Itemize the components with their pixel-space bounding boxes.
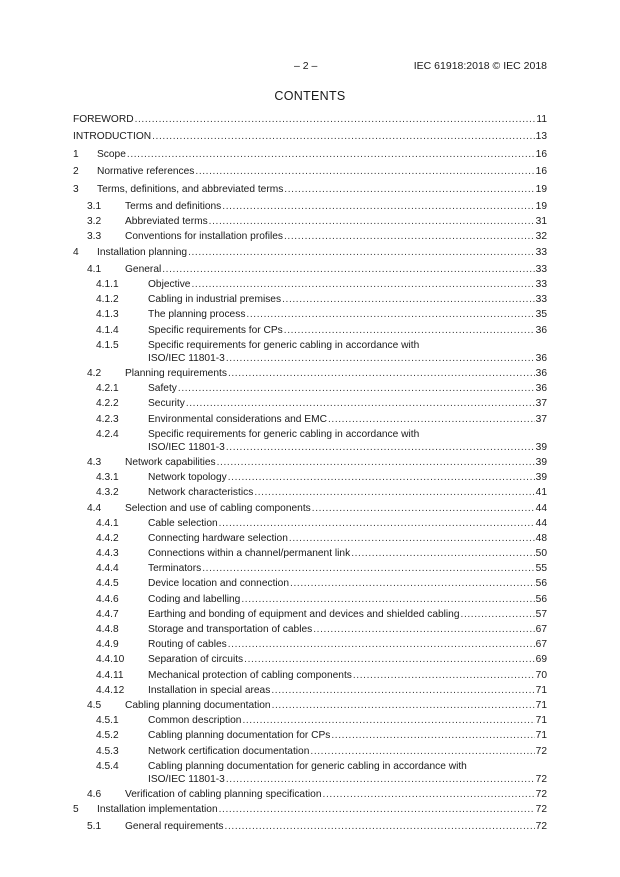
toc-entry-title: General requirements: [125, 821, 224, 833]
toc-entry-number: 4.2.3: [96, 413, 119, 425]
toc-entry-number: 4.4.10: [96, 654, 125, 666]
toc-entry[interactable]: [73, 246, 547, 259]
dot-leader: [323, 788, 535, 801]
toc-entry-title: Normative references: [97, 166, 195, 178]
toc-entry[interactable]: [73, 293, 547, 306]
dot-leader: [246, 308, 534, 321]
toc-entry-title: Specific requirements for generic cabling in accordance with: [148, 339, 420, 351]
toc-entry-number: 5.1: [87, 821, 102, 833]
toc-entry-page: 57: [535, 608, 547, 620]
toc-entry[interactable]: [73, 684, 547, 697]
toc-entry[interactable]: [73, 148, 547, 161]
toc-entry-title: Scope: [97, 148, 126, 160]
toc-entry-title: Verification of cabling planning specification: [125, 788, 322, 800]
toc-entry-number: 4.1.2: [96, 294, 119, 306]
toc-entry-title: Installation in special areas: [148, 684, 271, 696]
toc-entry-number: 4.5.3: [96, 745, 119, 757]
toc-entry[interactable]: [73, 200, 547, 213]
toc-entry-title: Earthing and bonding of equipment and devices and shielded cabling: [148, 608, 460, 620]
toc-entry[interactable]: [73, 803, 547, 816]
toc-entry-page: 69: [535, 654, 547, 666]
toc-entry[interactable]: [73, 471, 547, 484]
dot-leader: [226, 352, 535, 365]
toc-entry[interactable]: [73, 486, 547, 499]
toc-entry-title: FOREWORD: [73, 114, 134, 125]
dot-leader: [289, 532, 535, 545]
toc-entry[interactable]: [73, 230, 547, 243]
toc-entry-number: 3.2: [87, 216, 102, 228]
toc-entry[interactable]: [73, 382, 547, 395]
toc-entry-title: Conventions for installation profiles: [125, 231, 283, 243]
toc-entry-title: Network capabilities: [125, 456, 216, 468]
toc-entry-page: 36: [535, 383, 547, 395]
toc-entry[interactable]: [73, 339, 547, 365]
toc-entry[interactable]: [73, 413, 547, 426]
toc-entry-number: 4.3.1: [96, 472, 119, 484]
toc-entry-page: 71: [535, 699, 547, 711]
dot-leader: [284, 183, 534, 196]
toc-entry-number: 4.3: [87, 456, 102, 468]
toc-entry-number: 4.3.2: [96, 487, 119, 499]
toc-entry-page: 16: [535, 148, 547, 160]
toc-entry-number: 4.4.4: [96, 563, 119, 575]
table-of-contents: [73, 113, 547, 836]
toc-entry-page: 11: [536, 114, 547, 125]
toc-entry[interactable]: [73, 577, 547, 590]
toc-entry-title: Cabling planning documentation for CPs: [148, 730, 331, 742]
toc-entry-number: 2: [73, 166, 79, 178]
toc-entry-title: Abbreviated terms: [125, 216, 208, 228]
toc-entry-number: 4.5.2: [96, 730, 119, 742]
dot-leader: [217, 456, 535, 469]
toc-entry-page: 37: [535, 413, 547, 425]
toc-entry-number: 4.4.3: [96, 548, 119, 560]
toc-entry-page: 36: [535, 368, 547, 380]
toc-entry-number: 4.5.1: [96, 715, 119, 727]
toc-entry[interactable]: [73, 456, 547, 469]
toc-entry[interactable]: [73, 623, 547, 636]
toc-entry-number: 4.5.4: [96, 760, 119, 772]
toc-entry-title: Selection and use of cabling components: [125, 502, 311, 514]
toc-entry-title: Objective: [148, 279, 191, 291]
toc-entry-page: 56: [535, 578, 547, 590]
dot-leader: [152, 130, 535, 143]
toc-entry-number: 4.4.6: [96, 593, 119, 605]
toc-entry[interactable]: [73, 547, 547, 560]
dot-leader: [284, 324, 535, 337]
toc-entry-number: 3.1: [87, 200, 102, 212]
toc-entry-page: 39: [535, 456, 547, 468]
toc-entry-number: 4.5: [87, 699, 102, 711]
toc-entry[interactable]: [73, 653, 547, 666]
toc-entry[interactable]: [73, 638, 547, 651]
toc-entry[interactable]: [73, 517, 547, 530]
toc-entry-number: 4.1: [87, 263, 102, 275]
toc-entry-page: 56: [535, 593, 547, 605]
toc-entry-page: 67: [535, 624, 547, 636]
toc-entry-page: 31: [535, 216, 547, 228]
toc-entry-page: 48: [535, 532, 547, 544]
toc-entry-number: 4.1.3: [96, 309, 119, 321]
dot-leader: [461, 608, 535, 621]
toc-entry-title: Coding and labelling: [148, 593, 241, 605]
dot-leader: [331, 729, 534, 742]
page-number: – 2 –: [294, 60, 318, 72]
toc-entry[interactable]: [73, 215, 547, 228]
toc-entry-title: Safety: [148, 383, 177, 395]
dot-leader: [244, 653, 535, 666]
toc-entry-page: 44: [535, 517, 547, 529]
toc-entry-title: Terms, definitions, and abbreviated terms: [97, 183, 284, 195]
toc-entry-page: 55: [535, 563, 547, 575]
toc-entry-page: 50: [535, 548, 547, 560]
toc-entry-number: 1: [73, 148, 79, 160]
toc-entry-number: 3: [73, 183, 79, 195]
toc-entry[interactable]: [73, 729, 547, 742]
toc-entry-number: 4.1.5: [96, 339, 119, 351]
toc-entry-page: 36: [535, 352, 547, 364]
dot-leader: [162, 263, 534, 276]
toc-entry-title: Installation implementation: [97, 804, 218, 816]
toc-entry-page: 67: [535, 639, 547, 651]
dot-leader: [351, 547, 534, 560]
toc-entry[interactable]: [73, 502, 547, 515]
toc-entry-page: 39: [535, 472, 547, 484]
toc-entry-title: Specific requirements for generic cabling in accordance with: [148, 428, 420, 440]
toc-entry-page: 33: [535, 279, 547, 291]
toc-entry-page: 72: [535, 788, 547, 800]
dot-leader: [135, 113, 536, 126]
toc-entry-number: 4.4: [87, 502, 102, 514]
toc-entry-title: Installation planning: [97, 246, 188, 258]
toc-entry-number: 4.6: [87, 788, 102, 800]
toc-entry-title: Network certification documentation: [148, 745, 310, 757]
dot-leader: [282, 293, 535, 306]
toc-entry-title: Connecting hardware selection: [148, 532, 288, 544]
toc-entry-title: Cabling planning documentation for generic cabling in accordance with: [148, 760, 467, 772]
toc-entry-page: 72: [535, 804, 547, 816]
toc-entry-page: 35: [535, 309, 547, 321]
dot-leader: [272, 699, 535, 712]
dot-leader: [312, 502, 535, 515]
toc-entry[interactable]: [73, 324, 547, 337]
dot-leader: [186, 397, 535, 410]
toc-entry[interactable]: [73, 263, 547, 276]
toc-entry-page: 19: [535, 183, 547, 195]
toc-entry-page: 44: [535, 502, 547, 514]
toc-entry-number: 4.4.7: [96, 608, 119, 620]
toc-entry-number: 4.4.9: [96, 639, 119, 651]
dot-leader: [219, 517, 535, 530]
dot-leader: [225, 820, 535, 833]
toc-entry[interactable]: [73, 699, 547, 712]
toc-entry-title: Planning requirements: [125, 368, 227, 380]
toc-entry-title-continuation: ISO/IEC 11801-3: [148, 773, 225, 785]
toc-entry-page: 71: [535, 684, 547, 696]
toc-entry-number: 5: [73, 804, 79, 816]
toc-entry-page: 33: [535, 294, 547, 306]
toc-entry-number: 4: [73, 246, 79, 258]
dot-leader: [226, 773, 535, 786]
dot-leader: [328, 413, 535, 426]
toc-entry-page: 37: [535, 398, 547, 410]
toc-entry-title: Security: [148, 398, 185, 410]
dot-leader: [242, 714, 534, 727]
toc-entry[interactable]: [73, 278, 547, 291]
dot-leader: [188, 246, 535, 259]
toc-entry[interactable]: [73, 562, 547, 575]
toc-entry-title: Common description: [148, 715, 242, 727]
dot-leader: [209, 215, 535, 228]
toc-entry-page: 72: [535, 821, 547, 833]
toc-entry-page: 39: [535, 441, 547, 453]
toc-entry-number: 3.3: [87, 231, 102, 243]
toc-entry-number: 4.4.5: [96, 578, 119, 590]
toc-entry-number: 4.2: [87, 368, 102, 380]
toc-entry-title: General: [125, 263, 162, 275]
standard-identifier: IEC 61918:2018 © IEC 2018: [413, 60, 547, 72]
toc-entry[interactable]: [73, 183, 547, 196]
toc-entry-page: 33: [535, 263, 547, 275]
dot-leader: [219, 803, 535, 816]
toc-entry-title: Specific requirements for CPs: [148, 324, 283, 336]
toc-entry[interactable]: [73, 308, 547, 321]
dot-leader: [191, 278, 534, 291]
toc-entry-title: Cable selection: [148, 517, 218, 529]
dot-leader: [228, 367, 535, 380]
toc-entry-page: 16: [535, 166, 547, 178]
toc-entry-title: Terms and definitions: [125, 200, 222, 212]
toc-entry-title: The planning process: [148, 309, 246, 321]
toc-entry-title: Terminators: [148, 563, 202, 575]
toc-entry[interactable]: [73, 367, 547, 380]
dot-leader: [310, 745, 534, 758]
toc-entry[interactable]: [73, 130, 547, 143]
toc-entry-page: 71: [535, 730, 547, 742]
dot-leader: [178, 382, 535, 395]
toc-entry[interactable]: [73, 113, 547, 126]
dot-leader: [254, 486, 534, 499]
toc-entry-number: 4.4.8: [96, 624, 119, 636]
toc-entry-page: 71: [535, 715, 547, 727]
toc-entry-number: 4.4.1: [96, 517, 119, 529]
toc-entry-number: 4.4.2: [96, 532, 119, 544]
toc-entry-number: 4.2.4: [96, 428, 119, 440]
dot-leader: [284, 230, 535, 243]
toc-entry-title-continuation: ISO/IEC 11801-3: [148, 441, 225, 453]
dot-leader: [241, 593, 534, 606]
toc-entry-page: 19: [535, 200, 547, 212]
toc-entry-page: 72: [535, 745, 547, 757]
page-title: CONTENTS: [274, 89, 346, 103]
toc-entry-title: Storage and transportation of cables: [148, 624, 313, 636]
toc-entry[interactable]: [73, 593, 547, 606]
toc-entry-title: Routing of cables: [148, 639, 227, 651]
toc-entry-title: Mechanical protection of cabling components: [148, 669, 352, 681]
dot-leader: [222, 200, 534, 213]
toc-entry-title: Connections within a channel/permanent link: [148, 548, 351, 560]
toc-entry-page: 41: [535, 487, 547, 499]
toc-entry[interactable]: [73, 788, 547, 801]
dot-leader: [226, 441, 535, 454]
toc-entry-page: 32: [535, 231, 547, 243]
dot-leader: [127, 148, 535, 161]
toc-entry[interactable]: [73, 608, 547, 621]
toc-entry[interactable]: [73, 820, 547, 833]
dot-leader: [228, 471, 535, 484]
toc-entry-number: 4.4.11: [96, 669, 124, 681]
toc-entry-number: 4.4.12: [96, 684, 125, 696]
dot-leader: [290, 577, 535, 590]
toc-entry-page: 70: [535, 669, 547, 681]
toc-entry-title: Cabling planning documentation: [125, 699, 271, 711]
dot-leader: [195, 165, 534, 178]
dot-leader: [353, 669, 535, 682]
toc-entry-number: 4.2.2: [96, 398, 119, 410]
toc-entry-page: 13: [535, 131, 547, 143]
toc-entry[interactable]: [73, 397, 547, 410]
toc-entry-page: 36: [535, 324, 547, 336]
toc-entry-title: Cabling in industrial premises: [148, 294, 282, 306]
toc-entry-title-continuation: ISO/IEC 11801-3: [148, 352, 225, 364]
dot-leader: [271, 684, 534, 697]
toc-entry[interactable]: [73, 714, 547, 727]
toc-entry-number: 4.1.1: [96, 279, 119, 291]
toc-entry-page: 72: [535, 773, 547, 785]
toc-entry-title: INTRODUCTION: [73, 131, 152, 143]
toc-entry[interactable]: [73, 760, 547, 786]
toc-entry[interactable]: [73, 165, 547, 178]
toc-entry-title: Device location and connection: [148, 578, 290, 590]
dot-leader: [313, 623, 534, 636]
toc-entry-title: Network topology: [148, 472, 227, 484]
dot-leader: [202, 562, 534, 575]
toc-entry-title: Environmental considerations and EMC: [148, 413, 327, 425]
dot-leader: [228, 638, 535, 651]
toc-entry-title: Separation of circuits: [148, 654, 244, 666]
toc-entry[interactable]: [73, 745, 547, 758]
toc-entry-number: 4.1.4: [96, 324, 119, 336]
toc-entry[interactable]: [73, 669, 547, 682]
toc-entry-page: 33: [535, 246, 547, 258]
toc-entry-title: Network characteristics: [148, 487, 254, 499]
toc-entry[interactable]: [73, 532, 547, 545]
page-header: [0, 60, 620, 76]
toc-entry-number: 4.2.1: [96, 383, 119, 395]
toc-entry[interactable]: [73, 428, 547, 454]
